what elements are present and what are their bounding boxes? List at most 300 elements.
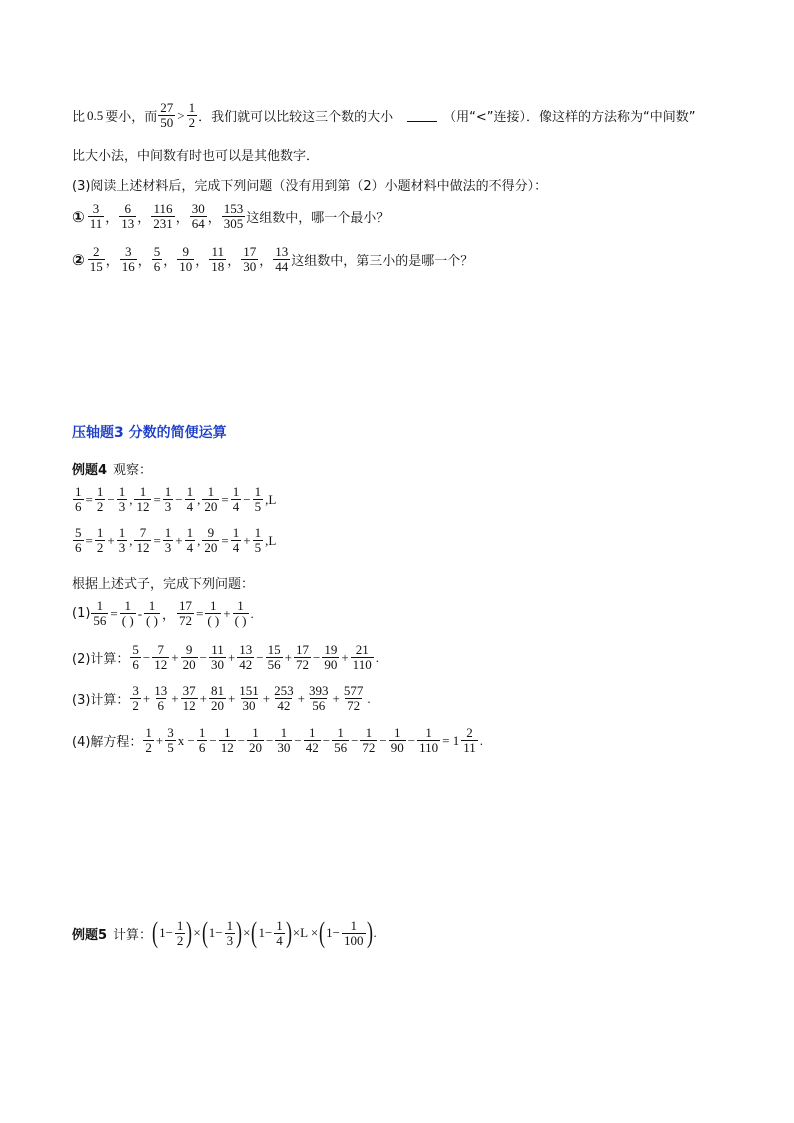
fraction xyxy=(231,485,242,514)
denominator: 44 xyxy=(275,259,289,274)
denominator: 56 xyxy=(267,657,281,672)
denominator: 2 xyxy=(96,499,104,514)
denominator: 72 xyxy=(178,613,192,628)
numerator: 5 xyxy=(153,244,161,259)
numerator: 17 xyxy=(295,642,309,657)
operator: 1− xyxy=(258,925,273,940)
operator: - xyxy=(137,605,143,621)
fraction xyxy=(274,919,285,948)
fraction xyxy=(181,684,198,713)
section-title: 压轴题3 分数的简便运算 xyxy=(72,425,227,441)
operator: . xyxy=(373,925,377,940)
operator: − xyxy=(199,649,207,665)
operator: + xyxy=(243,532,251,548)
operator: . xyxy=(367,690,371,706)
operator: , xyxy=(129,532,133,548)
operator: , xyxy=(197,532,201,548)
fraction xyxy=(163,526,174,555)
denominator: 3 xyxy=(118,540,126,555)
item-marker: ② xyxy=(72,250,85,269)
operator: 1− xyxy=(159,925,173,940)
denominator: ( ) xyxy=(234,613,247,628)
fraction xyxy=(202,526,219,555)
numerator: 1 xyxy=(308,725,316,740)
denominator: 2 xyxy=(132,698,139,713)
fraction xyxy=(119,202,136,231)
numerator: 1 xyxy=(186,484,194,499)
numerator: 5 xyxy=(132,642,139,657)
operator: + xyxy=(171,649,179,665)
denominator: 18 xyxy=(211,259,225,274)
denominator: ( ) xyxy=(207,613,220,628)
denominator: 3 xyxy=(226,932,234,948)
comma: ， xyxy=(207,211,221,226)
denominator: 6 xyxy=(153,259,161,274)
comma: ， xyxy=(137,211,151,226)
operator: − xyxy=(107,491,115,507)
numerator: 151 xyxy=(239,683,259,698)
numerator: 1 xyxy=(96,525,104,540)
operator: − xyxy=(266,732,274,748)
denominator: 2 xyxy=(176,932,184,948)
denominator: 56 xyxy=(312,698,326,713)
operator: − xyxy=(351,732,359,748)
denominator: 6 xyxy=(157,698,165,713)
ex4-label: 例题4 xyxy=(72,463,108,478)
denominator: 12 xyxy=(182,698,196,713)
numerator: 1 xyxy=(198,725,206,740)
operator: = xyxy=(110,605,118,621)
denominator: 12 xyxy=(220,740,234,755)
operator: + xyxy=(341,649,349,665)
denominator: 30 xyxy=(277,740,291,755)
denominator: 110 xyxy=(352,657,372,672)
denominator: 42 xyxy=(305,740,319,755)
denominator: 5 xyxy=(254,499,262,514)
numerator: 19 xyxy=(324,642,338,657)
fraction xyxy=(134,485,151,514)
fraction xyxy=(322,643,339,672)
fraction xyxy=(461,726,478,755)
operator: − xyxy=(312,649,321,665)
parenthesis: ) xyxy=(366,916,373,949)
numerator: 1 xyxy=(237,598,244,613)
denominator: 30 xyxy=(243,259,257,274)
comma: ， xyxy=(175,211,189,226)
denominator: 30 xyxy=(242,698,256,713)
comma: ， xyxy=(163,254,177,269)
fraction xyxy=(266,643,283,672)
numerator: 1 xyxy=(164,525,172,540)
fraction xyxy=(120,245,137,274)
fraction xyxy=(73,526,84,555)
denominator: 11 xyxy=(89,216,103,231)
denominator: 4 xyxy=(232,499,240,514)
fraction xyxy=(197,726,208,755)
comma: ， xyxy=(227,254,241,269)
fraction xyxy=(120,599,136,628)
operator: − xyxy=(243,491,251,507)
numerator: 13 xyxy=(275,244,289,259)
operator: − xyxy=(237,732,246,748)
fraction xyxy=(209,643,226,672)
fraction xyxy=(209,245,226,274)
fraction: $\frac{27}{50}$ xyxy=(160,100,174,130)
operator: = 1 xyxy=(442,732,460,748)
intro-text-3: ．我们就可以比较这三个数的大小 xyxy=(198,110,394,125)
operator: , xyxy=(197,491,201,507)
ex5-prompt: 计算： xyxy=(113,927,153,943)
denominator: 110 xyxy=(419,740,439,755)
numerator: 1 xyxy=(118,525,126,540)
fraction xyxy=(117,485,128,514)
operator: − xyxy=(379,732,387,748)
operator: . xyxy=(375,649,379,665)
operator: ×L × xyxy=(292,925,319,940)
numerator: 1 xyxy=(96,598,104,613)
parenthesis: ( xyxy=(152,916,159,949)
denominator: 72 xyxy=(347,698,361,713)
operator: . xyxy=(250,605,254,621)
operator: . xyxy=(479,732,484,748)
fraction xyxy=(237,684,261,713)
denominator: 42 xyxy=(277,698,291,713)
fraction xyxy=(95,485,106,514)
operator: + xyxy=(227,690,236,706)
fraction xyxy=(91,599,108,628)
fraction xyxy=(342,919,366,948)
fraction xyxy=(417,726,440,755)
q3-item-1 xyxy=(72,202,389,231)
operator: − xyxy=(175,491,183,507)
ex4-observe: 观察： xyxy=(113,463,153,478)
fraction xyxy=(151,202,175,231)
ex4-header xyxy=(72,459,152,478)
denominator: 6 xyxy=(75,540,82,555)
denominator: 6 xyxy=(198,740,206,755)
denominator: 16 xyxy=(121,259,135,274)
part-label: (4)解方程： xyxy=(72,735,143,750)
q3-prompt xyxy=(72,175,547,194)
numerator: 30 xyxy=(191,201,205,216)
operator: = xyxy=(221,491,229,507)
numerator: 1 xyxy=(139,484,147,499)
operator: = xyxy=(221,532,229,548)
numerator: 3 xyxy=(132,683,139,698)
fraction xyxy=(177,599,194,628)
fraction xyxy=(152,684,169,713)
numerator: 13 xyxy=(239,642,253,657)
operator: − xyxy=(209,732,217,748)
fraction xyxy=(272,684,296,713)
fraction xyxy=(389,726,406,755)
numerator: 1 xyxy=(176,917,184,933)
operator: + xyxy=(107,532,115,548)
ex4-part-1 xyxy=(72,599,255,628)
operator: + xyxy=(297,690,305,706)
operator: + xyxy=(223,605,231,621)
denominator: 4 xyxy=(186,499,194,514)
item-marker: ① xyxy=(72,207,85,226)
numerator: 5 xyxy=(75,525,82,540)
fraction xyxy=(134,526,151,555)
denominator: 2 xyxy=(96,540,104,555)
item-question: 这组数中，哪一个最小？ xyxy=(246,211,390,226)
fraction xyxy=(143,726,154,755)
numerator: 1 xyxy=(337,725,344,740)
intro-text-4: （用“<”连接）．像这样的方法称为“中间数” xyxy=(443,110,696,125)
denominator: 6 xyxy=(132,657,139,672)
intro-text-1: 比 xyxy=(72,110,86,125)
operator: = xyxy=(195,605,204,621)
denominator: 15 xyxy=(89,259,103,274)
denominator: 3 xyxy=(164,540,172,555)
numerator: 3 xyxy=(92,201,100,216)
fraction xyxy=(209,684,226,713)
operator: + xyxy=(142,690,151,706)
numerator: 1 xyxy=(186,525,194,540)
numerator: 7 xyxy=(157,642,165,657)
operator: = xyxy=(85,532,93,548)
denominator: 20 xyxy=(204,499,218,514)
numerator: 1 xyxy=(350,917,357,933)
fraction xyxy=(304,726,321,755)
numerator: 1 xyxy=(145,725,152,740)
operator: × xyxy=(243,925,251,940)
denominator: 20 xyxy=(210,698,224,713)
fraction xyxy=(130,643,141,672)
denominator: 64 xyxy=(191,216,205,231)
answer-blank[interactable] xyxy=(407,109,437,122)
parenthesis: ( xyxy=(251,916,258,949)
fraction xyxy=(152,643,169,672)
numerator: 21 xyxy=(355,642,369,657)
fraction xyxy=(253,526,264,555)
numerator: 1 xyxy=(425,725,432,740)
denominator: 6 xyxy=(75,499,82,514)
numerator: 1 xyxy=(148,598,156,613)
numerator: 6 xyxy=(124,201,131,216)
denominator: 4 xyxy=(186,540,194,555)
denominator: 30 xyxy=(210,657,224,672)
denominator: 72 xyxy=(295,657,309,672)
operator: + xyxy=(227,649,236,665)
numerator: 9 xyxy=(182,244,189,259)
numerator: 11 xyxy=(211,244,225,259)
ex4-row-2 xyxy=(72,526,277,555)
fraction xyxy=(177,245,194,274)
numerator: 17 xyxy=(178,598,192,613)
fraction xyxy=(275,726,292,755)
fraction xyxy=(95,526,106,555)
fraction xyxy=(165,726,176,755)
operator: − xyxy=(142,649,151,665)
parenthesis: ) xyxy=(186,916,193,949)
operator: x − xyxy=(177,732,195,748)
denominator: 56 xyxy=(93,613,107,628)
fraction xyxy=(237,643,254,672)
ex4-part-3 xyxy=(72,684,372,713)
numerator: 153 xyxy=(223,201,244,216)
intro-text-2: 要小，而 xyxy=(105,110,158,125)
part-label: (3)计算： xyxy=(72,693,130,708)
operator: + xyxy=(175,532,183,548)
denominator: 231 xyxy=(153,216,173,231)
numerator: 2 xyxy=(92,244,100,259)
ex4-part-4 xyxy=(72,726,484,755)
fraction xyxy=(185,526,196,555)
numerator: 7 xyxy=(139,525,147,540)
numerator: 9 xyxy=(185,642,193,657)
operator: = xyxy=(153,532,161,548)
parenthesis: ) xyxy=(236,916,243,949)
denominator: 90 xyxy=(390,740,404,755)
numerator: 1 xyxy=(254,525,262,540)
denominator: 12 xyxy=(154,657,168,672)
part-label: (1) xyxy=(72,606,91,621)
numerator: 81 xyxy=(210,683,224,698)
denominator: 4 xyxy=(232,540,240,555)
operator: = xyxy=(85,491,93,507)
numerator: 1 xyxy=(226,917,234,933)
operator: − xyxy=(407,732,416,748)
fraction xyxy=(73,485,84,514)
denominator: 20 xyxy=(182,657,196,672)
ex4-part-2 xyxy=(72,643,380,672)
ex4-instruction xyxy=(72,573,254,592)
fraction xyxy=(202,485,219,514)
fraction xyxy=(247,726,264,755)
operator: + xyxy=(262,690,271,706)
ex4-instruction-text: 根据上述式子，完成下列问题： xyxy=(72,577,255,592)
denominator: 13 xyxy=(121,216,135,231)
fraction xyxy=(175,919,186,948)
intro-text-5: 比大小法，中间数有时也可以是其他数字． xyxy=(72,149,320,164)
ex4-row-1 xyxy=(72,485,277,514)
fraction xyxy=(360,726,377,755)
fraction xyxy=(273,245,290,274)
numerator: 1 xyxy=(276,917,283,933)
fraction xyxy=(307,684,331,713)
fraction xyxy=(233,599,249,628)
numerator: 1 xyxy=(124,598,131,613)
intro-number: 0.5 xyxy=(87,107,104,123)
numerator: 577 xyxy=(343,683,364,698)
denominator: 20 xyxy=(249,740,263,755)
numerator: 1 xyxy=(280,725,288,740)
item-question: 这组数中，第三小的是哪一个？ xyxy=(291,254,474,269)
numerator: 1 xyxy=(254,484,262,499)
fraction xyxy=(88,245,105,274)
denominator: 2 xyxy=(145,740,152,755)
fraction xyxy=(130,684,141,713)
denominator: 4 xyxy=(276,932,283,948)
numerator: 11 xyxy=(211,642,224,657)
intro-line xyxy=(72,101,695,130)
denominator: 12 xyxy=(136,499,150,514)
operator: + xyxy=(332,690,340,706)
numerator: 3 xyxy=(124,244,132,259)
numerator: 15 xyxy=(267,642,281,657)
fraction xyxy=(163,485,174,514)
intro-line-2 xyxy=(72,145,319,164)
denominator: 12 xyxy=(136,540,150,555)
operator: − xyxy=(294,732,302,748)
fraction xyxy=(88,202,105,231)
denominator: 3 xyxy=(164,499,172,514)
fraction xyxy=(222,202,246,231)
fraction xyxy=(225,919,236,948)
denominator: 3 xyxy=(118,499,126,514)
denominator: ( ) xyxy=(121,613,134,628)
numerator: 1 xyxy=(252,725,259,740)
comma: ， xyxy=(259,254,273,269)
operator: × xyxy=(193,925,201,940)
operator: = xyxy=(153,491,161,507)
numerator: 1 xyxy=(223,725,231,740)
denominator: 10 xyxy=(179,259,193,274)
denominator: ( ) xyxy=(146,613,158,628)
fraction xyxy=(152,245,163,274)
ex5-line xyxy=(72,918,378,948)
operator: + xyxy=(155,732,164,748)
operator: 1− xyxy=(326,925,340,940)
numerator: 1 xyxy=(394,725,401,740)
parenthesis: ( xyxy=(201,916,208,949)
fraction xyxy=(294,643,311,672)
denominator: 56 xyxy=(334,740,348,755)
denominator: 5 xyxy=(167,740,174,755)
operator: ， xyxy=(161,607,175,622)
denominator: 72 xyxy=(362,740,376,755)
comma: ， xyxy=(105,254,119,269)
operator: 1− xyxy=(208,925,223,940)
fraction xyxy=(185,485,196,514)
section-heading xyxy=(72,422,227,442)
numerator: 3 xyxy=(167,725,174,740)
q3-prompt-text: (3)阅读上述材料后，完成下列问题（没有用到第（2）小题材料中做法的不得分）： xyxy=(72,179,548,194)
operator: − xyxy=(256,649,264,665)
numerator: 1 xyxy=(210,598,217,613)
numerator: 1 xyxy=(164,484,172,499)
numerator: 17 xyxy=(243,244,257,259)
q3-item-2 xyxy=(72,245,473,274)
fraction: $\frac{1}{2}$ xyxy=(188,100,196,130)
fraction xyxy=(205,599,221,628)
fraction xyxy=(190,202,207,231)
numerator: 13 xyxy=(154,683,168,698)
comma: ， xyxy=(195,254,209,269)
numerator: 1 xyxy=(232,484,240,499)
numerator: 393 xyxy=(308,683,329,698)
numerator: 1 xyxy=(207,484,215,499)
fraction xyxy=(241,245,258,274)
fraction xyxy=(117,526,128,555)
operator: + xyxy=(284,649,292,665)
fraction xyxy=(342,684,366,713)
fraction xyxy=(253,485,264,514)
numerator: 2 xyxy=(466,725,473,740)
numerator: 1 xyxy=(365,725,373,740)
operator: ,L xyxy=(265,532,277,548)
numerator: 9 xyxy=(207,525,215,540)
fraction xyxy=(231,526,242,555)
parenthesis: ) xyxy=(285,916,292,949)
fraction xyxy=(219,726,236,755)
numerator: 1 xyxy=(232,525,240,540)
fraction xyxy=(332,726,349,755)
numerator: 1 xyxy=(75,484,82,499)
